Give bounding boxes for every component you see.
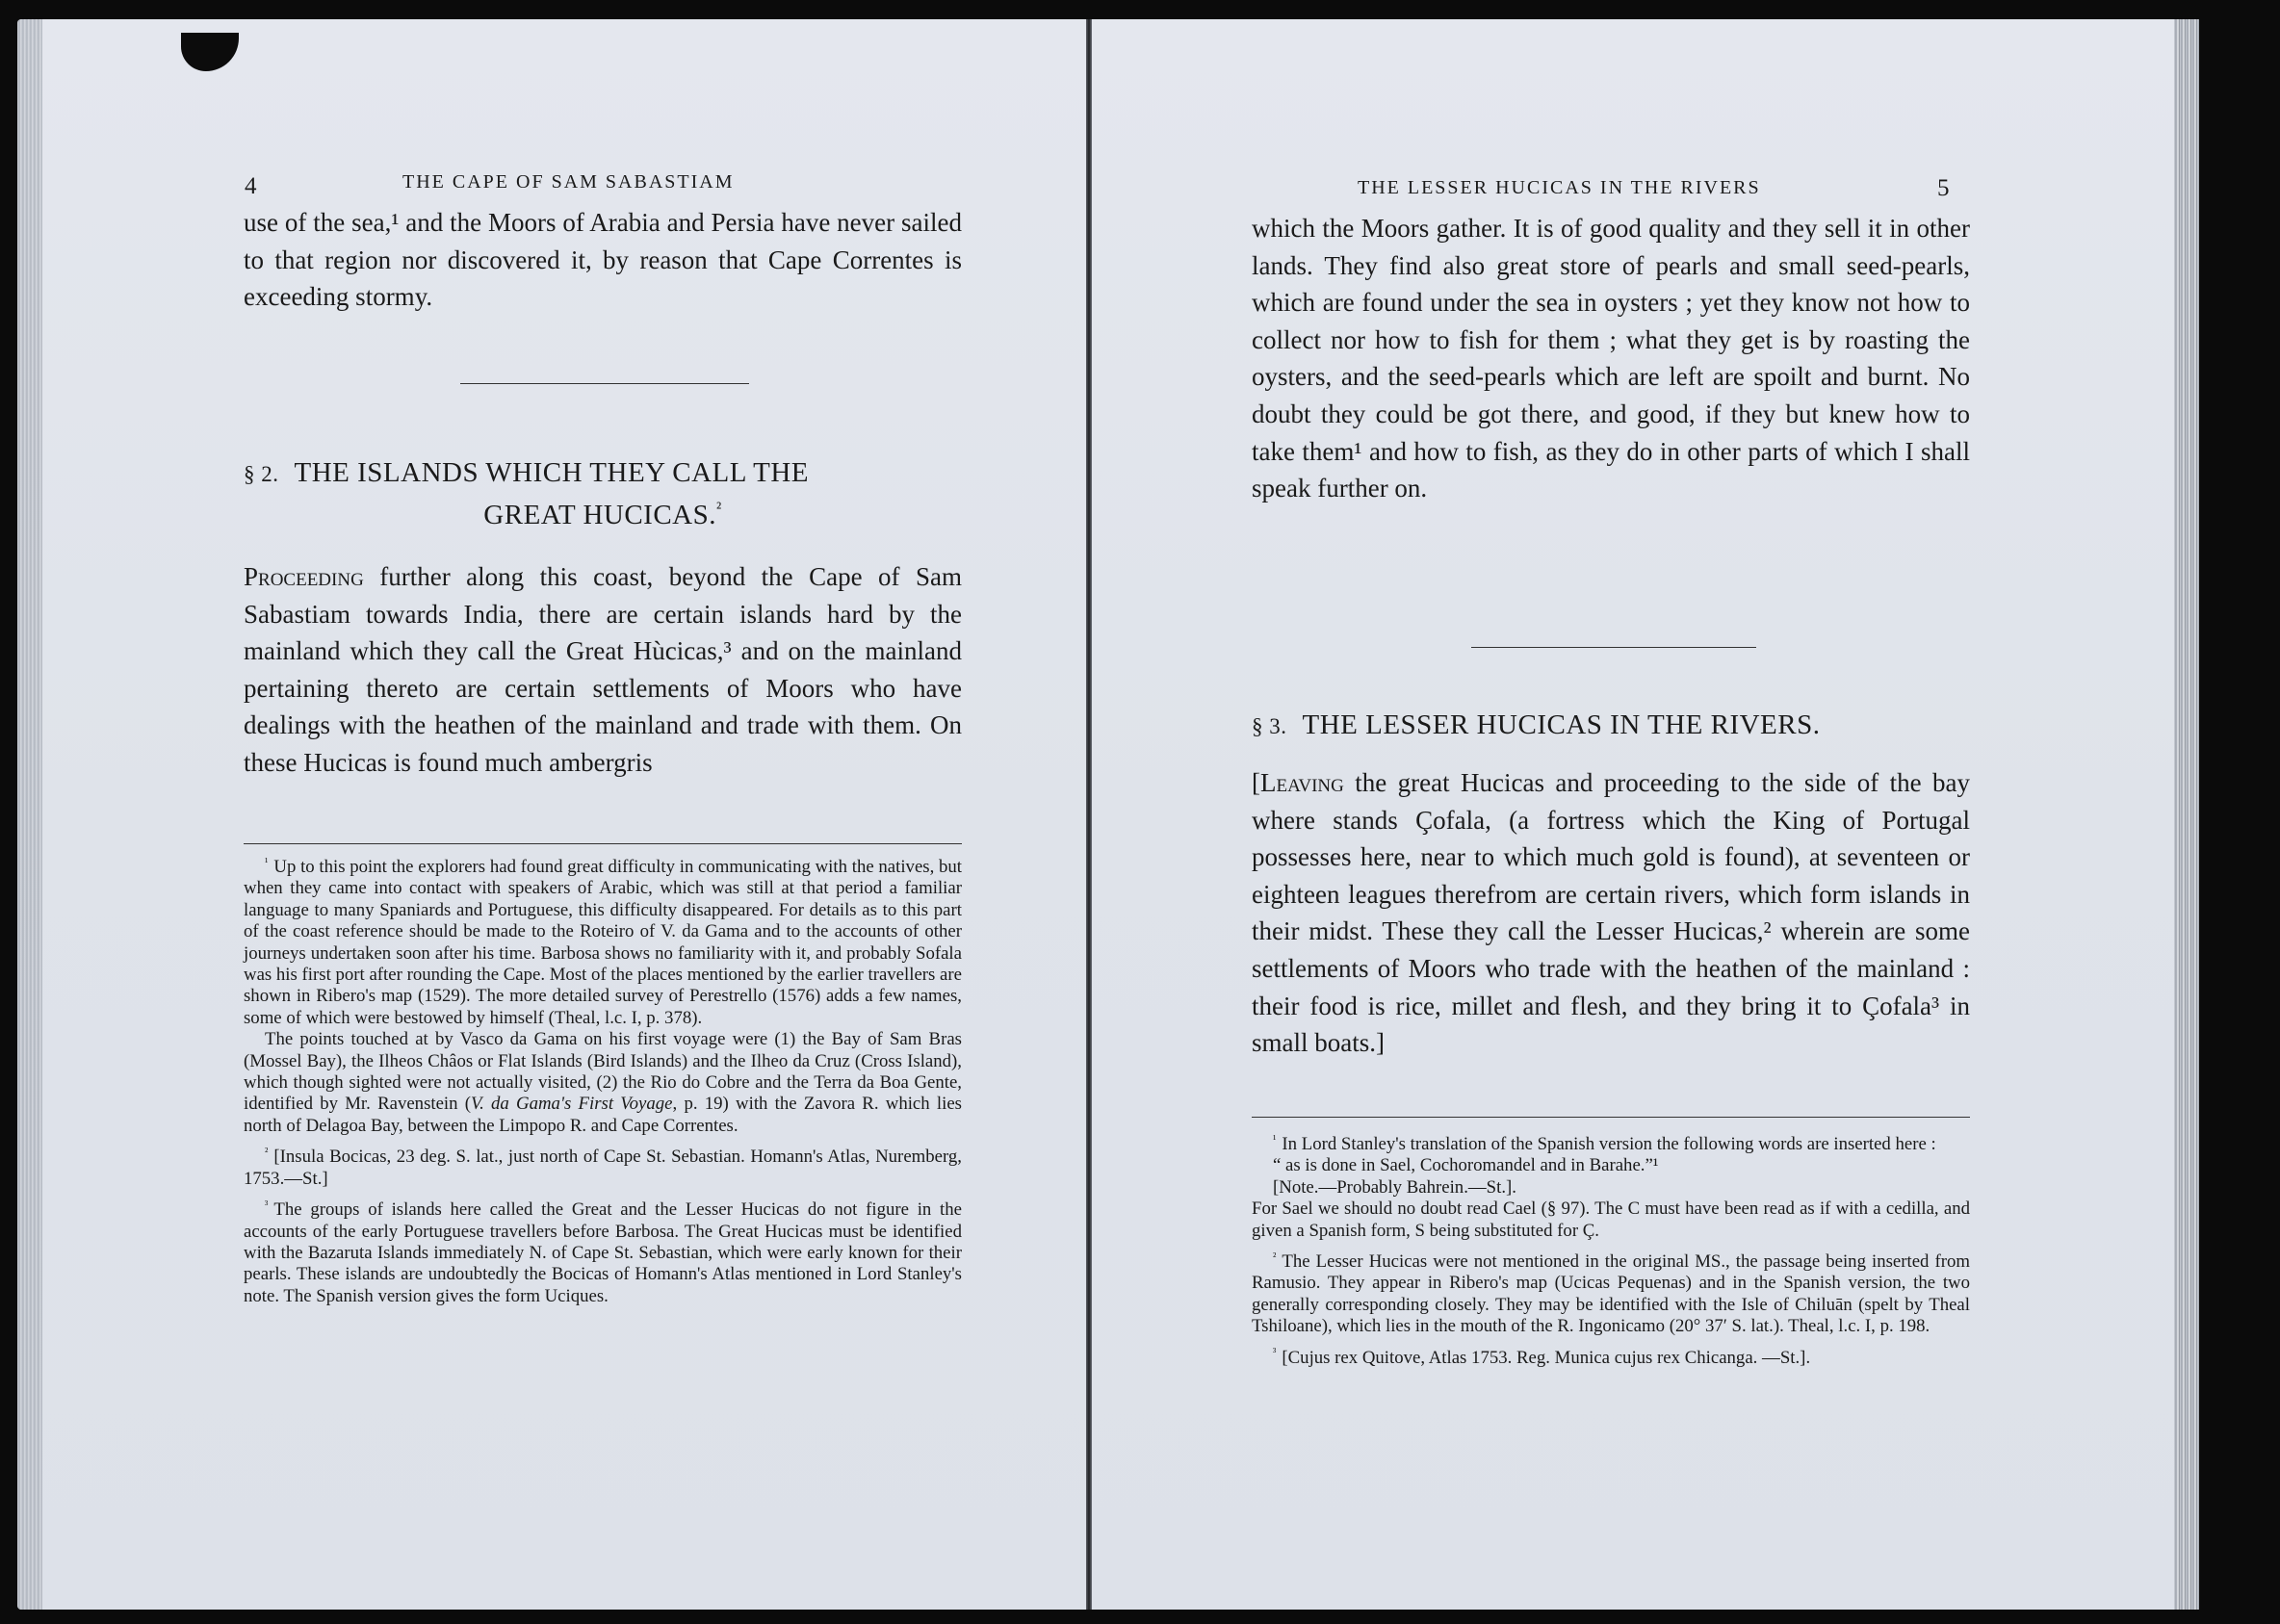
section-3-heading [1252,705,1970,747]
right-page-number: 5 [1937,175,1950,201]
section-2-heading-line1 [244,452,962,495]
footnote-separator [1252,1117,1970,1118]
right-section-paragraph: the great Hucicas and proceeding to the side of the bay where stands Çofala, (a fortress which the King of Portugal possesses here, near to which much gold is found), at seventeen or eighteen leagues therefrom are certain rivers, which form islands in their midst. These they call the Lesser Hucicas,² wherein are some settlements of Moors who trade with the heathen of the mainland : their food is rice, millet and flesh, and they bring it to Çofala³ in small boats.] [1252,768,1971,1058]
footnote-2: $^{^2}$ The Lesser Hucicas were not mentioned in the original MS., the passage being inserted from Ramusio. They appear in Ribero's map (Ucicas Pequenas) and in the Spanish version, the two generally corresponding closely. They may be identified with the Isle of Chiluān (spelt by Theal Tshiloane), which lies in the mouth of the R. Ingonicamo (20° 37′ S. lat.). Theal, l.c. I, p. 198. [1252,1250,1970,1337]
footnote-2: $^{^2}$ [Insula Bocicas, 23 deg. S. lat., just north of Cape St. Sebastian. Homann's Atlas, Nuremberg, 1753.—St.] [244,1147,962,1189]
section-lead-word: Proceeding [244,562,364,591]
left-body-text [244,204,962,316]
right-footnotes [1252,1134,1970,1379]
torn-corner [181,33,239,71]
left-footnotes [244,857,962,1317]
section-title-line1: THE ISLANDS WHICH THEY CALL THE [294,457,810,488]
left-body-paragraph: use of the sea,¹ and the Moors of Arabia and Persia have never sailed to that region nor discovered it, by reason that Cape Correntes is exceeding stormy. [244,208,962,312]
section-title-line2: GREAT HUCICAS. [483,500,716,530]
section-number: § 3. [1252,714,1287,738]
footnote-1-note: [Note.—Probably Bahrein.—St.]. [1273,1176,1516,1198]
section-lead-word: Leaving [1260,768,1344,797]
left-running-head: THE CAPE OF SAM SABASTIAM [402,171,735,193]
section-2-heading-line2 [244,495,962,535]
left-section-body [244,558,962,782]
footnote-1-sael: For Sael we should no doubt read Cael (§ 97). The C must have been read as if with a cedilla, and given a Spanish form, S being substituted for Ç. [1252,1199,1970,1241]
right-page-edges [2174,19,2199,1610]
right-section-body [1252,764,1970,1062]
left-page-number: 4 [245,173,257,199]
footnote-3: $^{^3}$ [Cujus rex Quitove, Atlas 1753. Reg. Munica cujus rex Chicanga. —St.]. [1273,1347,1811,1368]
right-running-head: THE LESSER HUCICAS IN THE RIVERS [1358,177,1761,198]
bracket-open: [ [1252,768,1260,797]
footnote-1-continued: The points touched at by Vasco da Gama on his first voyage were (1) the Bay of Sam Bras (Mossel Bay), the Ilheos Châos or Flat Islands (Bird Islands) and the Ilheo da Cruz (Cross Island), which though sighted were not actually visited, (2) the Rio do Cobre and the Terra da Boa Gente, identified by Mr. Ravenstein (V. da Gama's First Voyage, p. 19) with the Zavora R. which lies north of Delagoa Bay, between the Limpopo R. and Cape Correntes. [244,1029,962,1136]
section-divider [460,383,749,384]
section-title: THE LESSER HUCICAS IN THE RIVERS. [1302,709,1821,740]
right-body-paragraph: which the Moors gather. It is of good quality and they sell it in other lands. They find also great store of pearls and small seed-pearls, which are found under the sea in oysters ; yet they know not how to collect nor how to fish for them ; what they get is by roasting the oysters, and the seed-pearls which are left are spoilt and burnt. No doubt they could be got there, and good, if they but knew how to take them¹ and how to fish, as they do in other parts of which I shall speak further on. [1252,214,1970,503]
section-divider [1471,647,1756,648]
footnote-ref: ² [716,498,722,518]
right-page [1092,19,2176,1610]
left-page [17,19,1088,1610]
footnote-1-quote: “ as is done in Sael, Cochoromandel and in Barahe.”¹ [1273,1155,1659,1176]
footnote-1: $^{^1}$ Up to this point the explorers had found great difficulty in communicating with the natives, but when they came into contact with speakers of Arabic, which was still at that period a familiar language to many Spaniards and Portuguese, this difficulty disappeared. For details as to this part of the coast reference should be made to the Roteiro of V. da Gama and to the accounts of other journeys undertaken soon after his time. Barbosa shows no familiarity with it, and probably Sofala was his first port after rounding the Cape. Most of the places mentioned by the earlier travellers are shown in Ribero's map (1529). The more detailed survey of Perestrello (1576) adds a few names, some of which were bestowed by himself (Theal, l.c. I, p. 378). [244,856,962,1028]
footnote-3: $^{^3}$ The groups of islands here called the Great and the Lesser Hucicas do not figure in the accounts of the early Portuguese travellers before Barbosa. The Great Hucicas must be identified with the Bazaruta Islands immediately N. of Cape St. Sebastian, which were early known for their pearls. These islands are undoubtedly the Bocicas of Homann's Atlas mentioned in Lord Stanley's note. The Spanish version gives the form Uciques. [244,1199,962,1306]
left-section-paragraph: further along this coast, beyond the Cape of Sam Sabastiam towards India, there are certain islands hard by the mainland which they call the Great Hùcicas,³ and on the mainland pertaining thereto are certain settlements of Moors who have dealings with the heathen of the mainland and trade with them. On these Hucicas is found much ambergris [244,562,962,777]
section-2-heading [244,452,962,535]
footnote-separator [244,843,962,844]
right-body-text [1252,210,1970,507]
footnote-1: $^{^1}$ In Lord Stanley's translation of the Spanish version the following words are inserted here : [1273,1133,1936,1154]
section-number: § 2. [244,462,279,486]
left-page-edge [17,19,42,1610]
